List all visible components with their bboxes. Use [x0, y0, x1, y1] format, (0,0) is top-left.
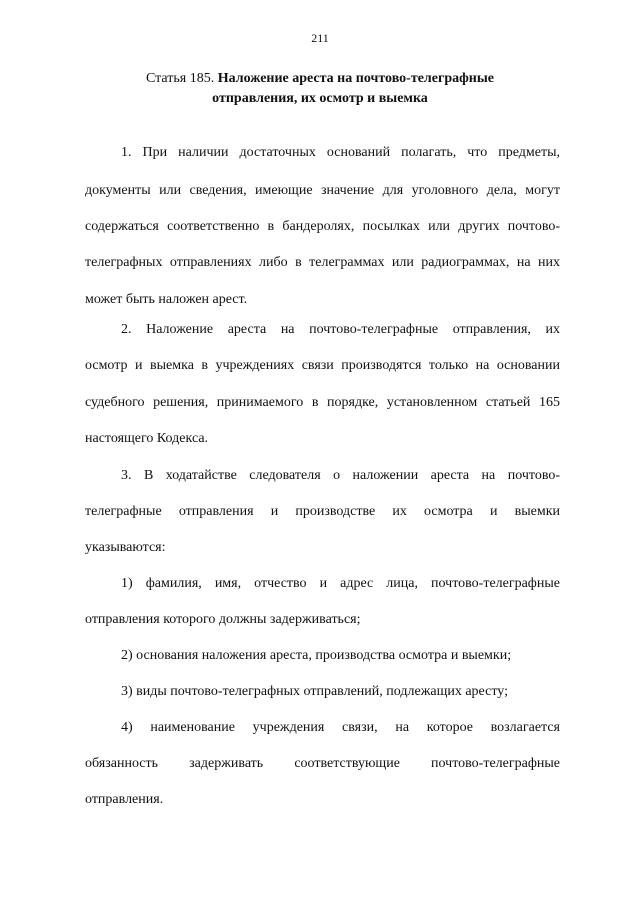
list-item-2	[85, 646, 560, 666]
article-title-part-2: отправления, их осмотр и выемка	[212, 91, 428, 106]
article-heading	[0, 69, 640, 109]
paragraph-line: 3) виды почтово-телеграфных отправлений, подлежащих аресту;	[121, 684, 508, 699]
paragraph-line: судебного решения, принимаемого в порядке, установленном статьей 165	[85, 395, 560, 410]
paragraph-line: отправления.	[85, 792, 164, 807]
paragraph-1	[85, 143, 560, 310]
list-item-4	[85, 718, 560, 810]
article-heading-line-1	[0, 69, 640, 89]
article-number: Статья 185.	[145, 71, 215, 86]
paragraph-line: настоящего Кодекса.	[85, 431, 209, 446]
paragraph-line: 4) наименование учреждения связи, на которое возлагается	[121, 720, 560, 735]
paragraph-2	[85, 320, 560, 449]
list-item-3	[85, 682, 560, 702]
paragraph-line: 2. Наложение ареста на почтово-телеграфные отправления, их	[121, 322, 560, 337]
paragraph-line: документы или сведения, имеющие значение для уголовного дела, могут	[85, 183, 560, 198]
paragraph-line: указываются:	[85, 540, 166, 555]
paragraph-line: телеграфные отправления и производстве их осмотра и выемки	[85, 504, 560, 519]
paragraph-line: 1. При наличии достаточных оснований полагать, что предметы,	[121, 145, 560, 160]
paragraph-line: осмотр и выемка в учреждениях связи производятся только на основании	[85, 358, 560, 373]
paragraph-line: содержаться соответственно в бандеролях, посылках или других почтово-	[85, 219, 560, 234]
list-item-1	[85, 574, 560, 630]
paragraph-3	[85, 466, 560, 558]
paragraph-line: отправления которого должны задерживаться;	[85, 612, 361, 627]
paragraph-line: обязанность задерживать соответствующие почтово-телеграфные	[85, 756, 560, 771]
paragraph-line: 1) фамилия, имя, отчество и адрес лица, почтово-телеграфные	[121, 576, 560, 591]
paragraph-line: телеграфных отправлениях либо в телеграммах или радиограммах, на них	[85, 255, 560, 270]
article-title-part-1: Наложение ареста на почтово-телеграфные	[217, 71, 495, 86]
paragraph-line: может быть наложен арест.	[85, 292, 248, 307]
page-number: 211	[311, 31, 329, 45]
paragraph-line: 3. В ходатайстве следователя о наложении ареста на почтово-	[121, 468, 560, 483]
paragraph-line: 2) основания наложения ареста, производства осмотра и выемки;	[121, 648, 512, 663]
